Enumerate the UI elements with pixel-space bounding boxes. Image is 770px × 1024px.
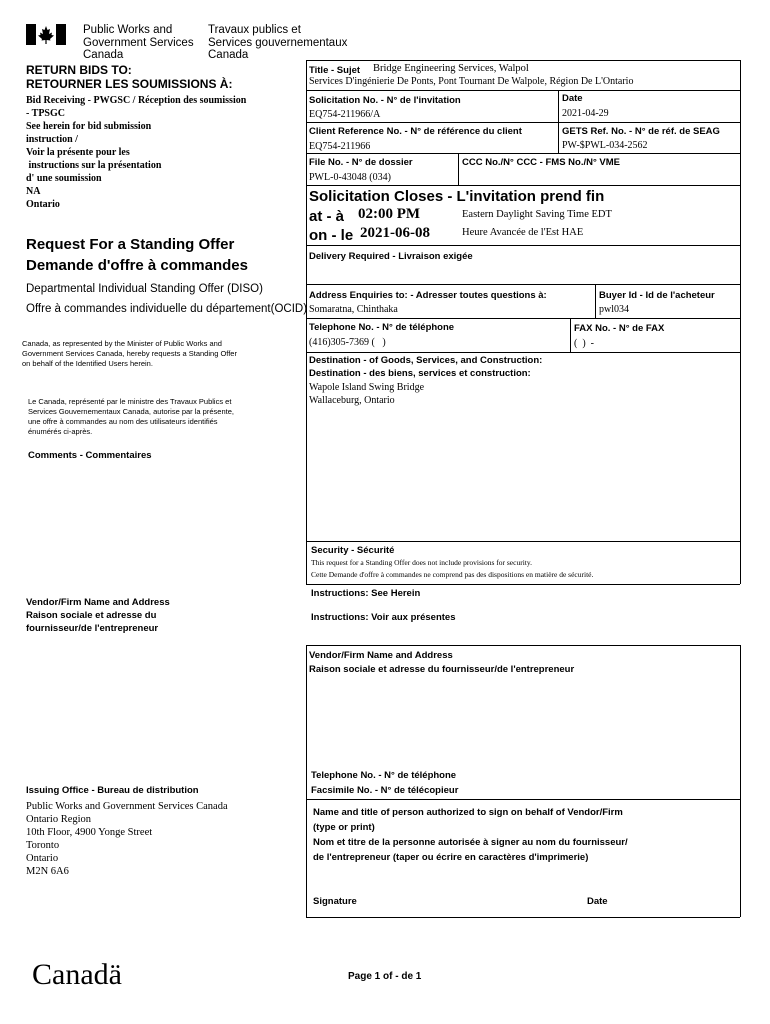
return-bids-title-en: RETURN BIDS TO:	[26, 63, 132, 77]
rule-delivery	[306, 284, 740, 285]
solicitation-value: EQ754-211966/A	[309, 109, 381, 120]
date-label: Date	[562, 93, 583, 104]
destination-label-fr: Destination - des biens, services et construction:	[309, 368, 531, 379]
issuing-office-address: Public Works and Government Services Canada Ontario Region 10th Floor, 4900 Yonge Street Toronto Ontario M2N 6A6	[26, 801, 228, 877]
form-border-top	[306, 60, 740, 61]
on-label: on - le	[309, 227, 354, 244]
file-value: PWL-0-43048 (034)	[309, 172, 391, 183]
vendor-box-right	[740, 645, 741, 917]
telephone-label: Telephone No. - N° de téléphone	[309, 322, 455, 333]
rule-file	[306, 185, 740, 186]
at-label: at - à	[309, 208, 345, 225]
client-ref-value: EQ754-211966	[309, 141, 371, 152]
title-label: Title - Sujet	[309, 65, 361, 76]
fax-label: FAX No. - N° de FAX	[574, 323, 665, 334]
vendor-fax-label: Facsimile No. - N° de télécopieur	[311, 785, 459, 796]
file-label: File No. - N° de dossier	[309, 157, 413, 168]
solicitation-label: Solicitation No. - N° de l'invitation	[309, 95, 461, 106]
department-name-en: Public Works and Government Services Canada	[83, 24, 194, 61]
vendor-box-label-en: Vendor/Firm Name and Address	[309, 650, 453, 661]
vendor-box-top	[306, 645, 740, 646]
return-bids-title-fr: RETOURNER LES SOUMISSIONS À:	[26, 77, 233, 91]
instructions-en: Instructions: See Herein	[311, 588, 421, 599]
request-paragraph-en: Canada, as represented by the Minister of Public Works and Government Services Canada, hereby requests a Standing Offer on behalf of the Identified Users herein.	[22, 339, 237, 368]
form-border-right	[740, 60, 741, 290]
ccc-label: CCC No./N° CCC - FMS No./N° VME	[462, 157, 621, 168]
security-label: Security - Sécurité	[311, 545, 395, 556]
rule-client-ref	[306, 153, 740, 154]
signature-date-label: Date	[587, 896, 608, 907]
vendor-left-label: Vendor/Firm Name and Address Raison sociale et adresse du fournisseur/de l'entrepreneur	[26, 597, 170, 634]
divider-buyer	[595, 284, 596, 318]
date-value: 2021-04-29	[562, 108, 609, 119]
title-value-2: Services D'ingénierie De Ponts, Pont Tournant De Walpole, Région De L'Ontario	[309, 76, 634, 87]
vendor-box-left	[306, 645, 307, 917]
vendor-telephone-label: Telephone No. - N° de téléphone	[311, 770, 457, 781]
divider-fax	[570, 318, 571, 352]
enquiries-border-right	[740, 284, 741, 584]
security-text-en: This request for a Standing Offer does not include provisions for security.	[311, 558, 532, 567]
rule-security	[306, 584, 740, 585]
request-title-en: Request For a Standing Offer	[26, 236, 235, 253]
buyer-label: Buyer Id - Id de l'acheteur	[599, 290, 715, 301]
vendor-box-bottom	[306, 917, 740, 918]
authorized-person-label: Name and title of person authorized to sign on behalf of Vendor/Firm (type or print) Nom et titre de la personne autorisée à signer au nom du fournisseur/ de l'entrepreneur (taper ou écrire en caractères d'imprimerie)	[313, 807, 628, 863]
form-border-left	[306, 60, 307, 290]
return-bids-address: Bid Receiving - PWGSC / Réception des soumission - TPSGC See herein for bid submission instruction / Voir la présente pour les instructions sur la présentation d' une soumission NA Ontario	[26, 95, 247, 210]
destination-label-en: Destination - of Goods, Services, and Construction:	[309, 355, 543, 366]
buyer-value: pwl034	[599, 304, 629, 315]
enquiries-border-left	[306, 284, 307, 584]
signature-label: Signature	[313, 896, 357, 907]
destination-value-1: Wapole Island Swing Bridge	[309, 382, 425, 393]
timezone-en: Eastern Daylight Saving Time EDT	[462, 209, 612, 220]
security-text-fr: Cette Demande d'offre à commandes ne comprend pas des dispositions en matière de sécurité.	[311, 570, 594, 579]
gets-value: PW-$PWL-034-2562	[562, 140, 648, 151]
request-title-fr: Demande d'offre à commandes	[26, 257, 248, 274]
rule-telephone	[306, 352, 740, 353]
comments-label: Comments - Commentaires	[28, 450, 152, 461]
rule-closes	[306, 245, 740, 246]
rule-enquiries	[306, 318, 740, 319]
destination-value-2: Wallaceburg, Ontario	[309, 395, 395, 406]
instructions-fr: Instructions: Voir aux présentes	[311, 612, 456, 623]
fax-value: ( ) -	[574, 338, 594, 349]
department-name-fr: Travaux publics et Services gouvernementaux Canada	[208, 24, 348, 61]
gets-label: GETS Ref. No. - N° de réf. de SEAG	[562, 126, 720, 137]
page-number: Page 1 of - de 1	[348, 971, 422, 982]
divider-ccc	[458, 153, 459, 185]
client-ref-label: Client Reference No. - N° de référence du client	[309, 126, 522, 137]
canada-flag-icon	[26, 24, 66, 45]
timezone-fr: Heure Avancée de l'Est HAE	[462, 227, 584, 238]
delivery-label: Delivery Required - Livraison exigée	[309, 251, 473, 262]
telephone-value: (416)305-7369 ( )	[309, 337, 386, 348]
on-value: 2021-06-08	[360, 225, 430, 241]
vendor-box-label-fr: Raison sociale et adresse du fournisseur/de l'entrepreneur	[309, 664, 575, 675]
rule-solicitation	[306, 122, 740, 123]
diso-en: Departmental Individual Standing Offer (DISO)	[26, 283, 263, 295]
request-paragraph-fr: Le Canada, représenté par le ministre des Travaux Publics et Services Gouvernementaux Canada, autorise par la présente, une offre à commandes au nom des utilisateurs identifiés énumérés ci-après.	[28, 397, 234, 436]
at-value: 02:00 PM	[358, 206, 421, 222]
rule-title	[306, 90, 740, 91]
diso-fr: Offre à commandes individuelle du département(OCID)	[26, 303, 308, 315]
vendor-box-divider	[306, 799, 740, 800]
divider-date	[558, 90, 559, 153]
rule-destination	[306, 541, 740, 542]
title-value-1: Bridge Engineering Services, Walpol	[373, 63, 529, 74]
enquiries-value: Somaratna, Chinthaka	[309, 304, 398, 315]
canada-wordmark: Canadä	[32, 958, 122, 991]
issuing-office-label: Issuing Office - Bureau de distribution	[26, 785, 199, 796]
closes-title: Solicitation Closes - L'invitation prend fin	[309, 188, 605, 205]
enquiries-label: Address Enquiries to: - Adresser toutes questions à:	[309, 290, 547, 301]
